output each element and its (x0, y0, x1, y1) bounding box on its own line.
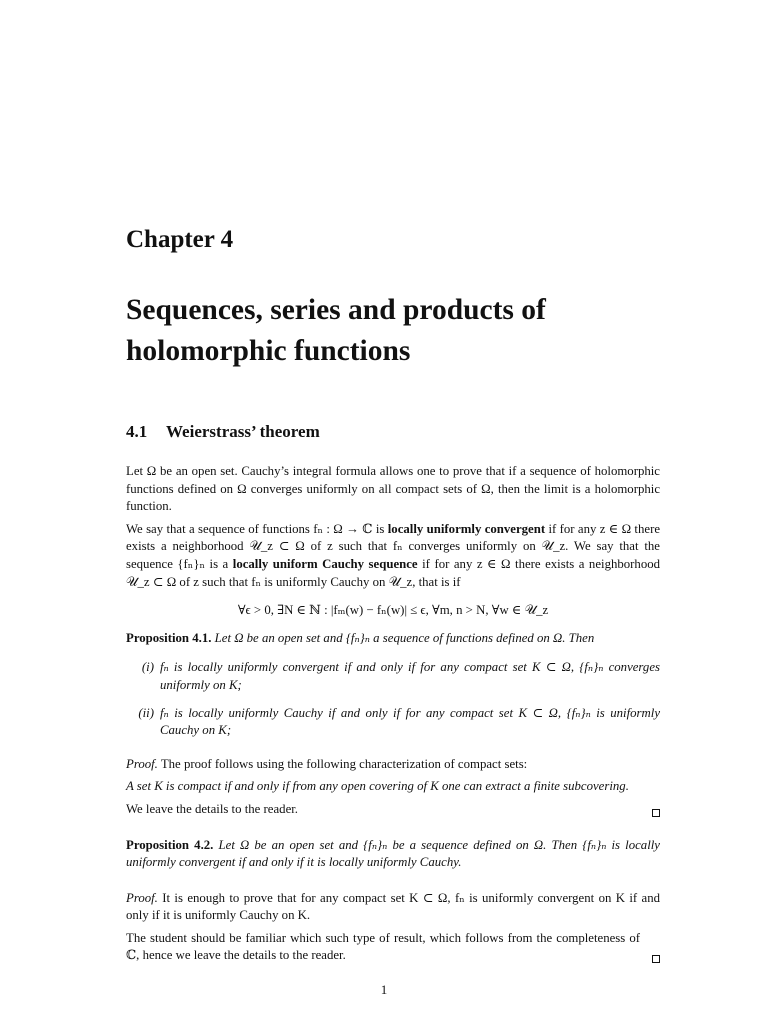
item-text: fₙ is locally uniformly Cauchy if and only if for any compact set K ⊂ Ω, {fₙ}ₙ is uniformly Cauchy on K; (160, 705, 660, 738)
proposition-text: Let Ω be an open set and {fₙ}ₙ be a sequence defined on Ω. Then {fₙ}ₙ is locally uniformly convergent if and only if it is locally uniformly Cauchy. (126, 837, 660, 870)
body-text (126, 463, 660, 970)
compact-characterization: A set K is compact if and only if from any open covering of K one can extract a finite subcovering. (126, 779, 629, 794)
proposition-4-1 (126, 630, 660, 740)
section-number: 4.1 (126, 422, 148, 441)
proof-1-closing (126, 801, 660, 819)
page-number: 1 (380, 982, 388, 997)
proof-closing-text: The student should be familiar which such type of result, which follows from the completeness of ℂ, hence we leave the details to the reader. (126, 930, 640, 963)
item-marker: (i) (141, 660, 154, 675)
term-locally-uniformly-convergent: locally uniformly convergent (387, 521, 546, 536)
chapter-label: Chapter 4 (126, 226, 234, 253)
proof-2-closing (126, 930, 660, 965)
proposition-4-2 (126, 837, 660, 872)
proposition-label: Proposition 4.1. (126, 630, 212, 645)
section-title: Weierstrass’ theorem (166, 422, 320, 441)
section-heading (126, 422, 320, 442)
chapter-title: Sequences, series and products of holomorphic functions (126, 294, 546, 367)
definition-part-e: if for any z ∈ Ω there exists a neighborhood 𝒰_z ⊂ Ω of z such that fₙ is uniformly Cauchy on 𝒰_z, that is if (126, 556, 661, 589)
intro-paragraph: Let Ω be an open set. Cauchy’s integral formula allows one to prove that if a sequence of holomorphic functions defined on Ω converges uniformly on all compact sets of Ω, then the limit is a holomorphic function. (126, 464, 660, 514)
proof-1 (126, 756, 660, 774)
qed-square-icon (652, 955, 660, 963)
proof-label: Proof. (126, 756, 158, 771)
proof-2 (126, 890, 660, 925)
proposition-label: Proposition 4.2. (126, 837, 214, 852)
list-item (126, 705, 660, 740)
proof-text: The proof follows using the following characterization of compact sets: (160, 756, 528, 771)
proposition-items (126, 659, 660, 739)
proof-text: It is enough to prove that for any compact set K ⊂ Ω, fₙ is uniformly convergent on K if and only if it is uniformly Cauchy on K. (126, 890, 660, 923)
term-locally-uniform-cauchy: locally uniform Cauchy sequence (232, 556, 418, 571)
item-text: fₙ is locally uniformly convergent if and only if for any compact set K ⊂ Ω, {fₙ}ₙ converges uniformly on K; (160, 660, 660, 692)
definition-part-a: We say that a sequence of functions fₙ : Ω → ℂ is (126, 521, 385, 536)
proposition-text: Let Ω be an open set and {fₙ}ₙ a sequence of functions defined on Ω. Then (214, 630, 595, 645)
proof-label: Proof. (126, 890, 158, 905)
qed-square-icon (652, 809, 660, 817)
item-marker: (ii) (138, 705, 154, 720)
definition-paragraph (126, 521, 660, 591)
definition-part-c: if for any z ∈ Ω there exists a neighborhood 𝒰_z ⊂ Ω of z such that fₙ converges uniformly on 𝒰_z. We say that the sequence {fₙ}ₙ is a (126, 521, 661, 571)
display-equation: ∀ϵ > 0, ∃N ∈ ℕ : |fₘ(w) − fₙ(w)| ≤ ϵ, ∀m, n > N, ∀w ∈ 𝒰_z (237, 603, 549, 618)
proof-closing-text: We leave the details to the reader. (126, 801, 299, 816)
list-item (126, 659, 660, 694)
